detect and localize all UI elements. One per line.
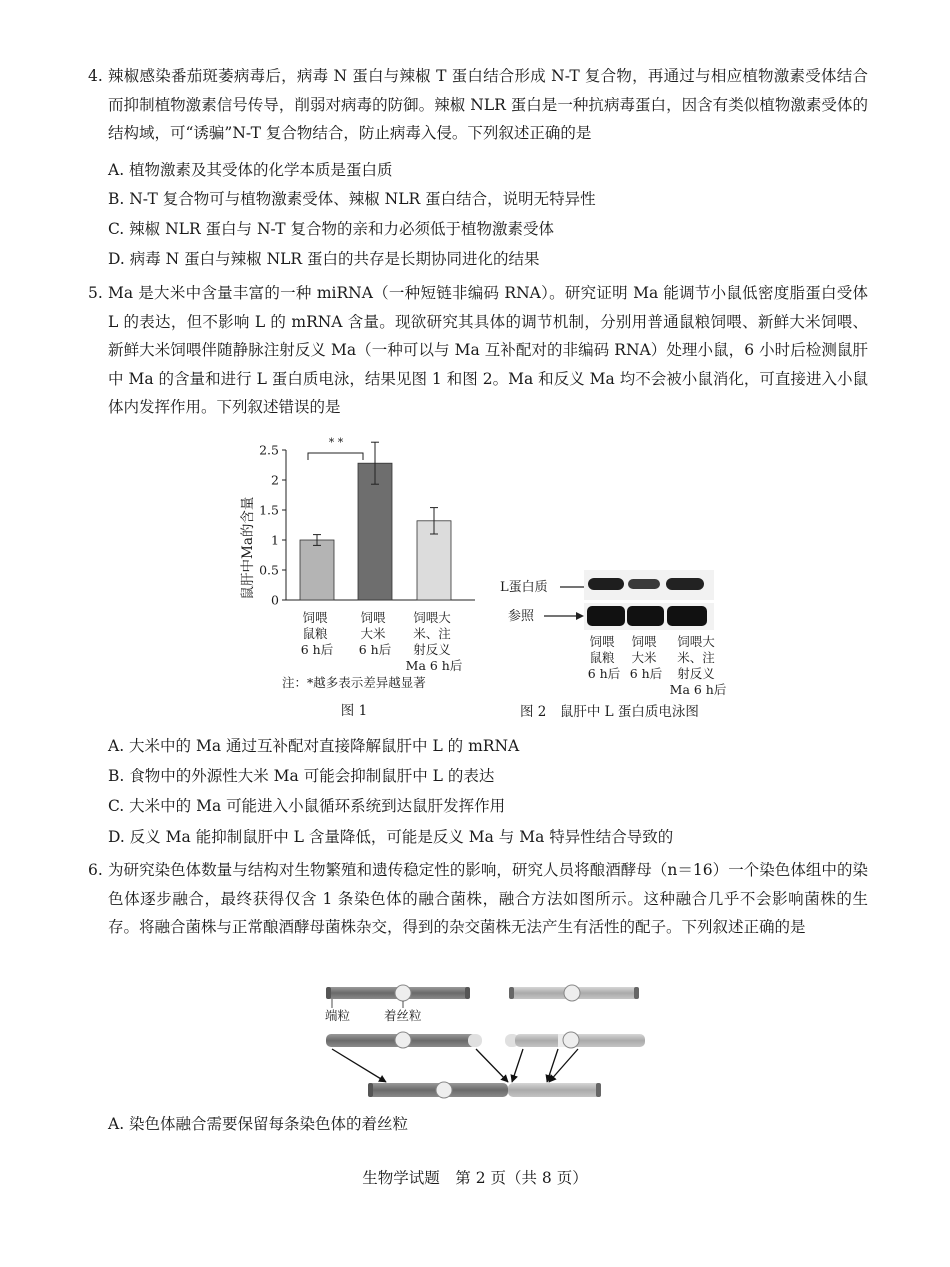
band-protein-lane1 [588, 578, 624, 590]
chromosome-2-processed [505, 1032, 645, 1048]
centromere [563, 1032, 579, 1048]
centromere [395, 985, 411, 1001]
option-d: D. 反义 Ma 能抑制鼠肝中 L 含量降低，可能是反义 Ma 与 Ma 特异性结合导致的 [108, 828, 674, 846]
y-tick-label: 2 [271, 472, 279, 488]
y-tick-label: 2.5 [259, 442, 279, 458]
option-c: C. 辣椒 NLR 蛋白与 N-T 复合物的亲和力必须低于植物激素受体 [108, 220, 554, 238]
question-number: 4. [88, 67, 103, 85]
band-reference-lane1 [587, 606, 625, 626]
question-stem: Ma 是大米中含量丰富的一种 miRNA（一种短链非编码 RNA）。研究证明 Ma 能调节小鼠低密度脂蛋白受体 L 的表达，但不影响 L 的 mRNA 含量。现欲研究其具体的调节机制，分别用普通鼠粮饲喂、新鲜大米饲喂、新鲜大米饲喂伴随静脉注射反义 Ma（一种可以与 Ma 互补配对的非编码 RNA）处理小鼠，6 小时后检测鼠肝中 Ma 的含量和进行 L 蛋白质电泳，结果见图 1 和图 2。Ma 和反义 Ma 均不会被小鼠消化，可直接进入小鼠体内发挥作用。下列叙述错误的是 [108, 284, 868, 416]
option-a: A. 植物激素及其受体的化学本质是蛋白质 [108, 161, 393, 179]
figure-note: 注：*越多表示差异越显著 [282, 675, 426, 690]
lane-label: 饲喂 大米 6 h后 [629, 634, 663, 681]
figure-1-bar-chart [230, 428, 490, 728]
chromosome-2 [509, 985, 639, 1001]
question-number: 6. [88, 861, 103, 879]
figure-2-electrophoresis [500, 560, 760, 730]
question-6 [88, 856, 868, 942]
band-protein-lane2 [628, 579, 660, 589]
option-b: B. N-T 复合物可与植物激素受体、辣椒 NLR 蛋白结合，说明无特异性 [108, 190, 596, 208]
y-tick-label: 0.5 [259, 562, 279, 578]
centromere [395, 1032, 411, 1048]
option-a: A. 大米中的 Ma 通过互补配对直接降解鼠肝中 L 的 mRNA [108, 737, 520, 755]
chromosome-1-processed [326, 1032, 482, 1048]
significance-bracket [308, 436, 363, 460]
chromosome-1 [326, 985, 470, 1001]
category-label: 饲喂大 米、注 射反义 Ma 6 h后 [405, 610, 463, 673]
question-number: 5. [88, 284, 103, 302]
y-tick-label: 1 [271, 532, 279, 548]
chromosome-fusion-diagram [318, 978, 648, 1106]
y-tick-label: 1.5 [259, 502, 279, 518]
band-reference-lane2 [627, 606, 664, 626]
question-stem: 辣椒感染番茄斑萎病毒后，病毒 N 蛋白与辣椒 T 蛋白结合形成 N-T 复合物，再通过与相应植物激素受体结合而抑制植物激素信号传导，削弱对病毒的防御。辣椒 NLR 蛋白是一种抗病毒蛋白，因含有类似植物激素受体的结构域，可“诱骗”N-T 复合物结合，防止病毒入侵。下列叙述正确的是 [108, 67, 868, 142]
significance-stars: * * [328, 436, 344, 449]
y-axis-label: 鼠肝中Ma的含量 [240, 496, 256, 600]
lane-label: 饲喂 鼠粮 6 h后 [587, 634, 621, 681]
band-reference-lane3 [667, 606, 707, 626]
arrow-icon [544, 612, 584, 620]
category-label: 饲喂 大米 6 h后 [358, 610, 392, 657]
option-a: A. 染色体融合需要保留每条染色体的着丝粒 [108, 1115, 409, 1133]
label-l-protein: L蛋白质 [500, 580, 548, 595]
question-4 [88, 62, 868, 148]
option-d: D. 病毒 N 蛋白与辣椒 NLR 蛋白的共存是长期协同进化的结果 [108, 250, 540, 268]
y-tick-label: 0 [271, 592, 279, 608]
page-footer: 生物学试题 第 2 页（共 8 页） [362, 1169, 588, 1187]
label-centromere: 着丝粒 [384, 1008, 422, 1023]
lane-label: 饲喂大 米、注 射反义 Ma 6 h后 [669, 634, 727, 697]
centromere [436, 1082, 452, 1098]
label-reference: 参照 [508, 609, 535, 624]
arrow-icon [332, 1049, 578, 1082]
label-telomere: 端粒 [325, 1008, 351, 1023]
category-label: 饲喂 鼠粮 6 h后 [300, 610, 334, 657]
option-b: B. 食物中的外源性大米 Ma 可能会抑制鼠肝中 L 的表达 [108, 767, 495, 785]
question-5 [88, 279, 868, 422]
band-protein-lane3 [666, 578, 704, 590]
figure-caption: 图 1 [340, 703, 368, 719]
fused-chromosome [368, 1082, 601, 1098]
centromere [564, 985, 580, 1001]
figure-caption: 图 2 鼠肝中 L 蛋白质电泳图 [520, 704, 699, 720]
question-stem: 为研究染色体数量与结构对生物繁殖和遗传稳定性的影响，研究人员将酿酒酵母（n＝16）一个染色体组中的染色体逐步融合，最终获得仅含 1 条染色体的融合菌株，融合方法如图所示。这种融合几乎不会影响菌株的生存。将融合菌株与正常酿酒酵母菌株杂交，得到的杂交菌株无法产生有活性的配子。下列叙述正确的是 [108, 861, 868, 936]
option-c: C. 大米中的 Ma 可能进入小鼠循环系统到达鼠肝发挥作用 [108, 797, 506, 815]
bar [300, 540, 334, 600]
